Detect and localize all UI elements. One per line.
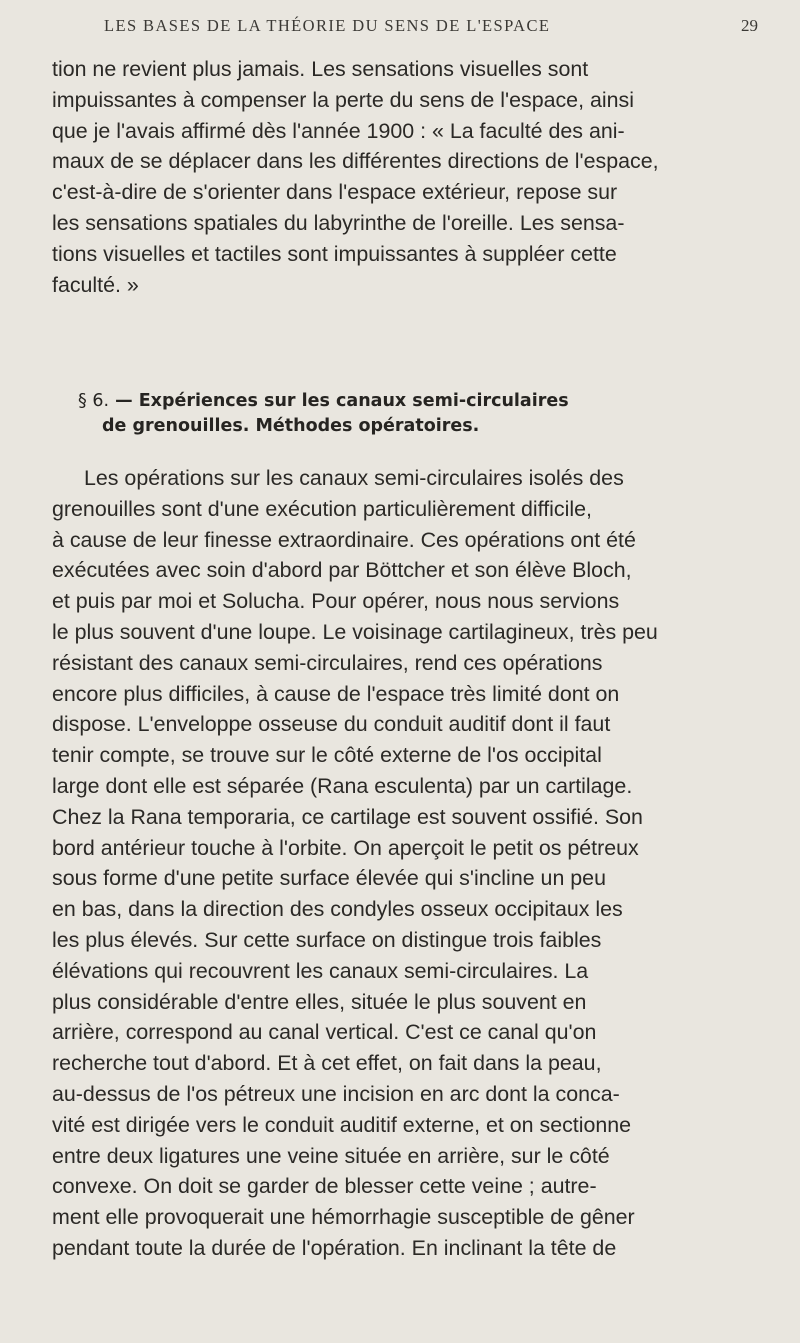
section-title-part: — Expériences sur les canaux semi-circulaires [115,391,569,411]
text-line: Les opérations sur les canaux semi-circulaires isolés des [84,466,624,490]
text-line: en bas, dans la direction des condyles osseux occipitaux les [52,897,623,922]
running-header [0,14,800,40]
paragraph-continued [52,54,792,300]
text-line: bord antérieur touche à l'orbite. On aperçoit le petit os pétreux [52,835,639,860]
text-line: vité est dirigée vers le conduit auditif externe, et on sectionne [52,1112,632,1137]
text-line: recherche tout d'abord. Et à cet effet, on fait dans la peau, [52,1051,602,1076]
running-title: LES BASES DE LA THÉORIE DU SENS DE L'ESPACE [104,16,551,35]
page-number: 29 [741,16,758,35]
text-line: les sensations spatiales du labyrinthe de l'oreille. Les sensa- [52,210,625,235]
text-line: large dont elle est séparée (Rana esculenta) par un cartilage. [52,773,633,798]
text-line: et puis par moi et Solucha. Pour opérer, nous nous servions [52,589,620,614]
text-line: entre deux ligatures une veine située en arrière, sur le côté [52,1143,610,1168]
text-line: ment elle provoquerait une hémorrhagie susceptible de gêner [52,1205,635,1230]
text-line: encore plus difficiles, à cause de l'espace très limité dont on [52,681,620,706]
text-line: tion ne revient plus jamais. Les sensations visuelles sont [52,57,589,81]
text-line: convexe. On doit se garder de blesser cette veine ; autre- [52,1174,597,1199]
text-line: résistant des canaux semi-circulaires, rend ces opérations [52,650,603,675]
text-line: exécutées avec soin d'abord par Böttcher et son élève Bloch, [52,558,632,583]
text-line: c'est-à-dire de s'orienter dans l'espace extérieur, repose sur [52,180,618,205]
text-line: au-dessus de l'os pétreux une incision en arc dont la conca- [52,1081,620,1106]
section-title-line [78,389,778,414]
text-line: pendant toute la durée de l'opération. En inclinant la tête de [52,1235,617,1260]
text-line: les plus élevés. Sur cette surface on distingue trois faibles [52,927,602,952]
text-line: Chez la Rana temporaria, ce cartilage est souvent ossifié. Son [52,804,643,829]
section-paragraph [52,463,792,1264]
text-line: élévations qui recouvrent les canaux semi-circulaires. La [52,958,589,983]
text-line: tions visuelles et tactiles sont impuissantes à suppléer cette [52,241,617,266]
text-line: à cause de leur finesse extraordinaire. Ces opérations ont été [52,527,636,552]
text-line: sous forme d'une petite surface élevée qui s'incline un peu [52,866,606,891]
section-heading [78,389,778,439]
text-line: dispose. L'enveloppe osseuse du conduit auditif dont il faut [52,712,611,737]
text-line: faculté. » [52,272,139,297]
text-line: maux de se déplacer dans les différentes directions de l'espace, [52,149,659,174]
section-mark: § 6. [78,391,110,411]
text-line: arrière, correspond au canal vertical. C'est ce canal qu'on [52,1020,597,1045]
text-line: plus considérable d'entre elles, située le plus souvent en [52,989,587,1014]
text-line: que je l'avais affirmé dès l'année 1900 : « La faculté des ani- [52,118,625,143]
section-title-line: de grenouilles. Méthodes opératoires. [102,416,480,436]
text-line: impuissantes à compenser la perte du sens de l'espace, ainsi [52,87,634,112]
text-line: le plus souvent d'une loupe. Le voisinage cartilagineux, très peu [52,619,658,644]
text-line: grenouilles sont d'une exécution particulièrement difficile, [52,496,592,521]
text-line: tenir compte, se trouve sur le côté externe de l'os occipital [52,743,602,768]
